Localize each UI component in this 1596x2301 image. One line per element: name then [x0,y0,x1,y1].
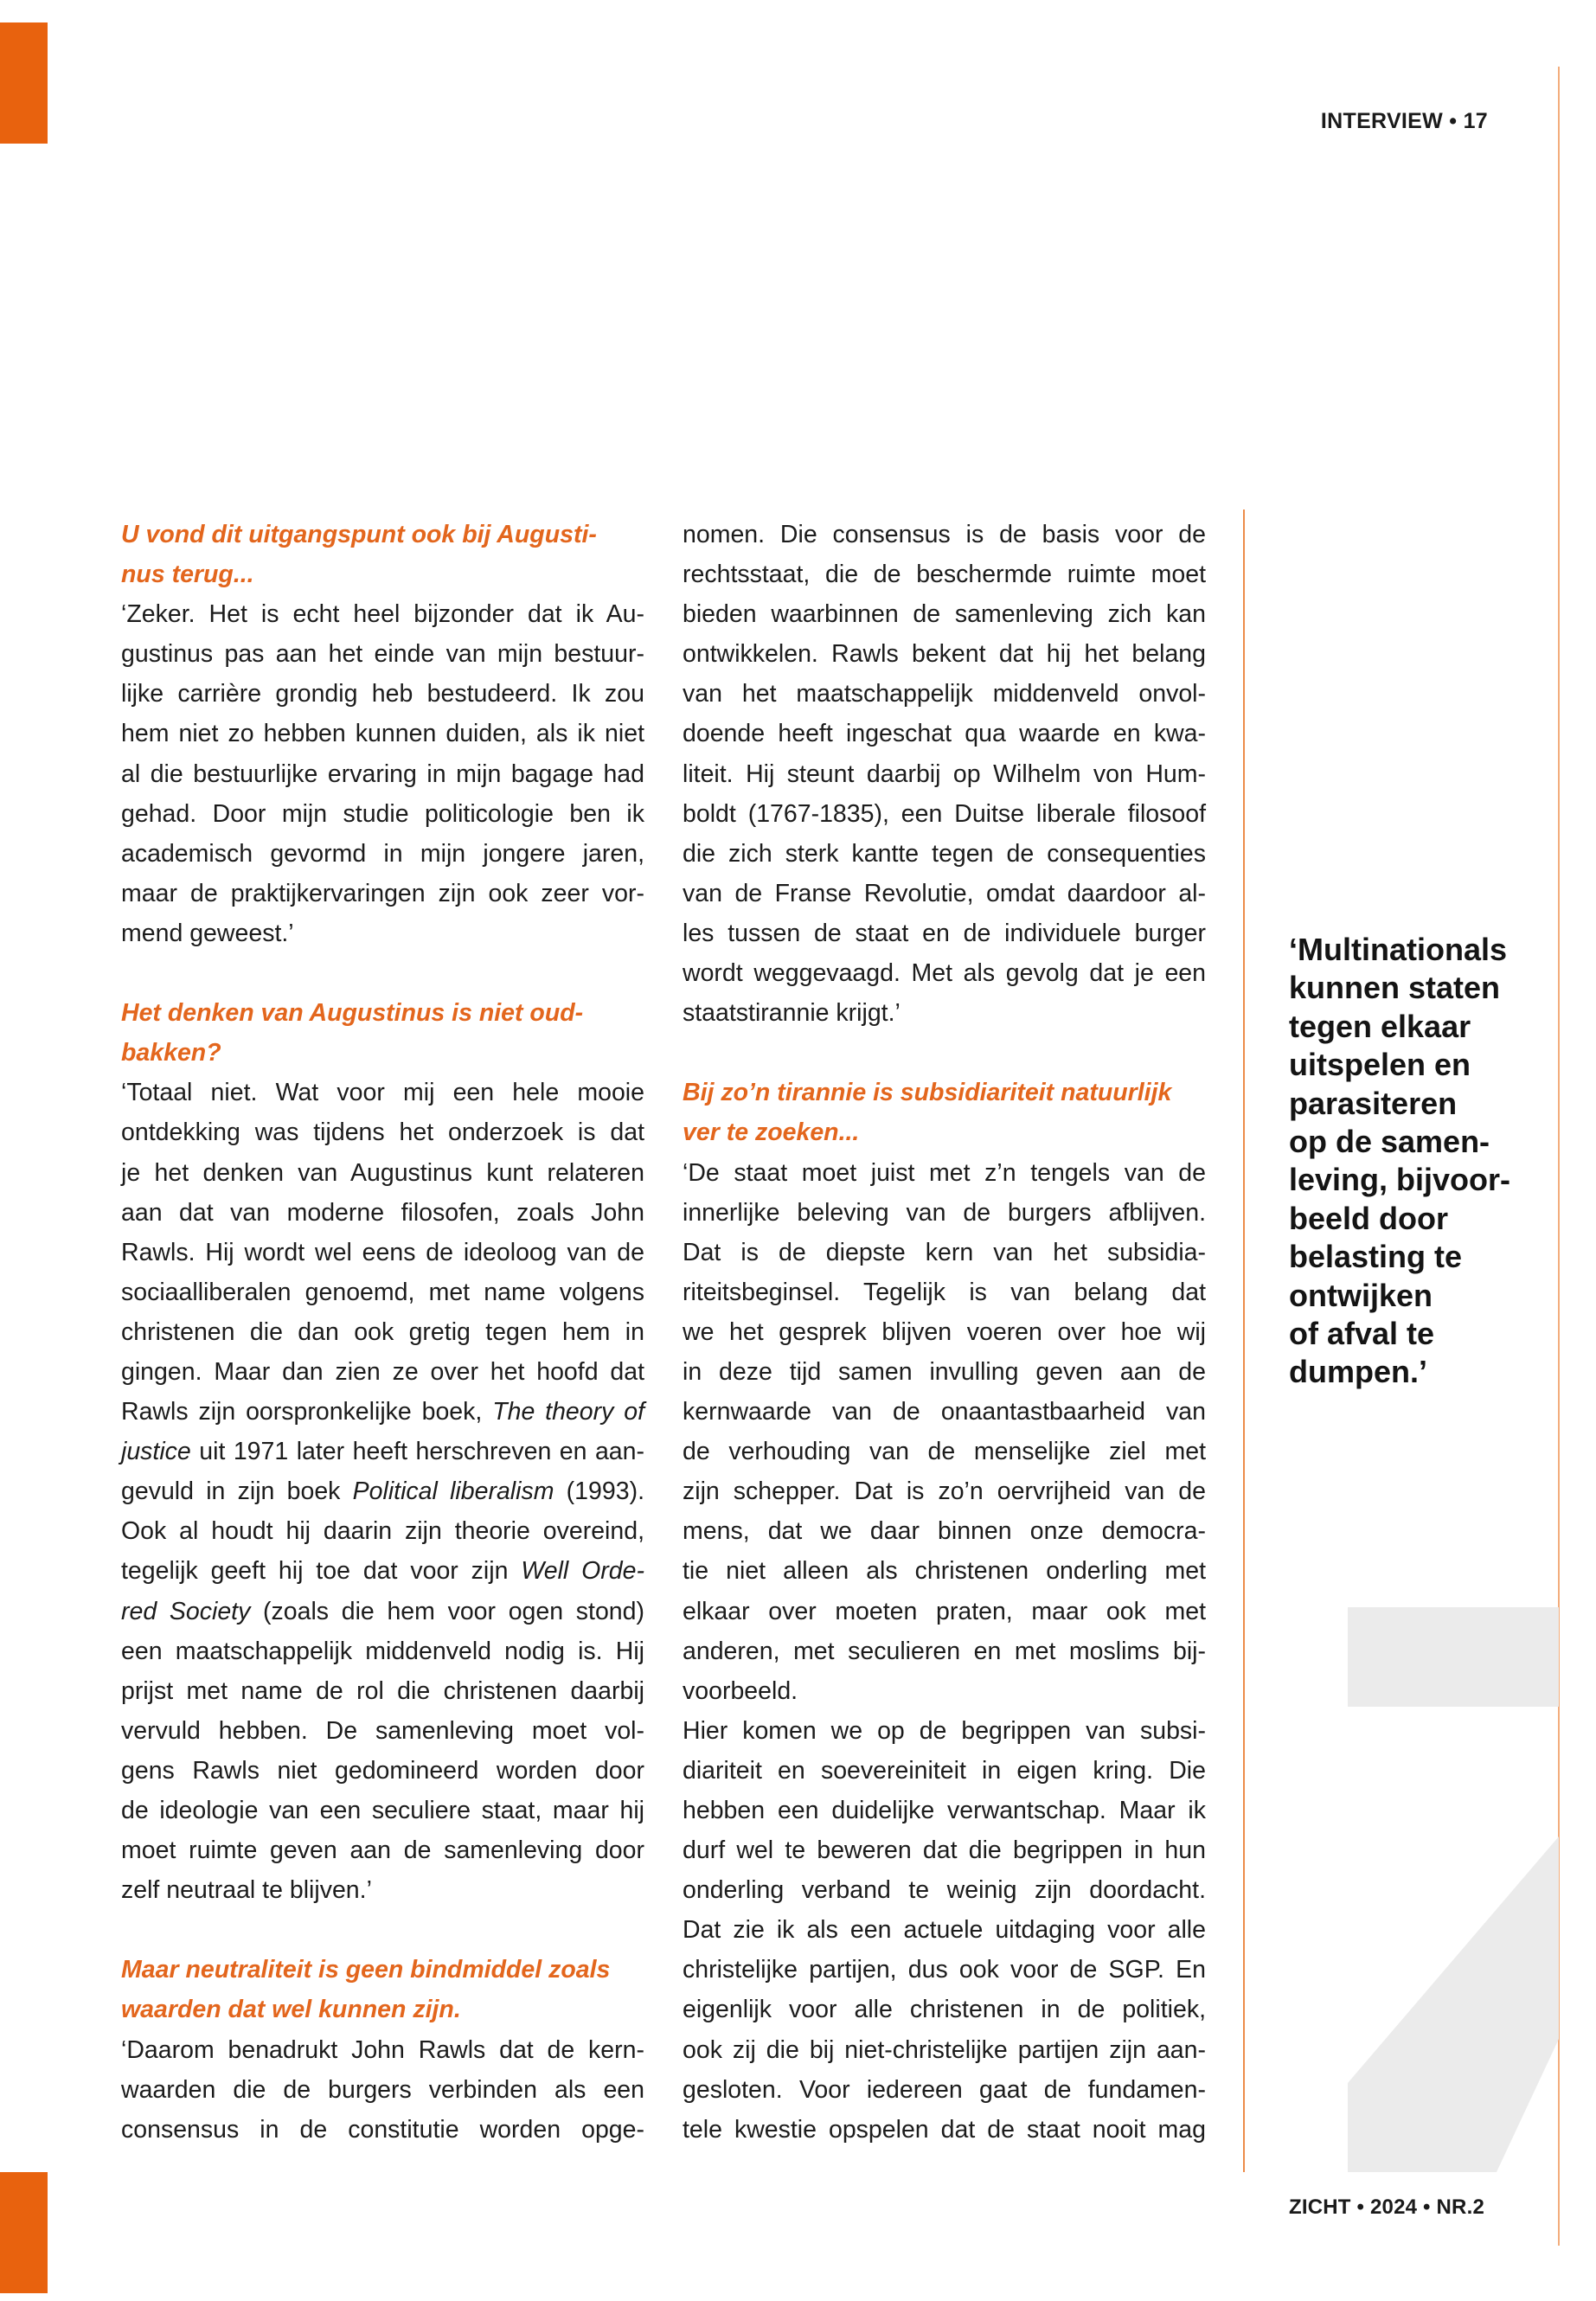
text-line: de verhouding van de menselijke ziel met [683,1438,1206,1466]
text-line: gesloten. Voor iedereen gaat de fundamen- [683,2075,1206,2104]
question-heading [683,1073,1206,1152]
z-diagonal-stroke [1348,1836,1559,2172]
text-line: sociaalliberalen genoemd, met name volgens [121,1278,644,1306]
question-line: bakken? [121,1039,221,1067]
paragraph-spacer [121,953,644,993]
text-line [121,1592,644,1631]
text-line: christenen die dan ook gretig tegen hem in [121,1317,644,1346]
text-line [121,1551,644,1591]
answer-paragraph [683,515,1206,1033]
pull-quote-line: tegen elkaar [1289,1008,1471,1044]
text-line: ‘De staat moet juist met z’n tengels van de [683,1158,1206,1187]
pull-quote-line: uitspelen en [1289,1047,1471,1083]
text-line: nomen. Die consensus is de basis voor de [683,521,1206,548]
text-line: ook zij die bij niet-christelijke partijen zijn aan- [683,2035,1206,2064]
text-line: aan dat van moderne filosofen, zoals John [121,1198,644,1227]
book-title-italic: justice [121,1438,191,1466]
text-line: ontdekking was tijdens het onderzoek is dat [121,1118,644,1147]
decorative-z-shape [1348,1607,1559,2172]
text-line: tele kwestie opspelen dat de staat nooit mag [683,2115,1206,2144]
paragraph-spacer [121,1910,644,1950]
text-line: al die bestuurlijke ervaring in mijn bagage had [121,760,644,788]
text-line: rechtsstaat, die de beschermde ruimte moet [683,561,1206,589]
text-line: Dat zie ik als een actuele uitdaging voor alle [683,1916,1206,1945]
book-title-italic: Well Orde- [521,1557,644,1586]
book-title-italic: The theory of [492,1398,644,1426]
answer-paragraph [121,594,644,953]
paragraph-spacer [683,1033,1206,1073]
pull-quote-line: belasting te [1289,1239,1463,1275]
text-line: we het gesprek blijven voeren over hoe wij [683,1317,1206,1346]
text-line: liteit. Hij steunt daarbij op Wilhelm von Hum- [683,760,1206,788]
text-line: kernwaarde van de onaantastbaarheid van [683,1398,1206,1426]
text-line [121,1392,644,1432]
pull-quote-line: ‘Multinationals [1289,932,1507,967]
text-line: Rawls. Hij wordt wel eens de ideoloog van de [121,1238,644,1266]
text-line: durf wel te beweren dat die begrippen in hun [683,1836,1206,1865]
question-line: Bij zo’n tirannie is subsidiariteit natuurlijk [683,1079,1172,1107]
text-segment: Rawls zijn oorspronkelijke boek, [121,1398,493,1426]
book-title-italic: Political liberalism [352,1477,554,1506]
text-line: riteitsbeginsel. Tegelijk is van belang dat [683,1278,1206,1306]
text-line: wordt weggevaagd. Met als gevolg dat je een [683,959,1206,988]
text-line: zelf neutraal te blijven.’ [121,1876,372,1905]
book-title-italic: red Society [121,1597,251,1625]
text-line: doende heeft ingeschat qua waarde en kwa- [683,720,1206,748]
answer-paragraph [121,2030,644,2150]
text-line: Ook al houdt hij daarin zijn theorie overeind, [121,1517,644,1546]
question-line: Maar neutraliteit is geen bindmiddel zoals [121,1956,611,1984]
running-footer: ZICHT • 2024 • NR.2 [1289,2195,1484,2219]
text-line: Hier komen we op de begrippen van subsi- [683,1716,1206,1745]
text-line: mend geweest.’ [121,919,294,947]
text-line: je het denken van Augustinus kunt relateren [121,1158,644,1187]
article-column-left [121,515,644,2150]
question-line: ver te zoeken... [683,1118,860,1147]
text-line: staatstirannie krijgt.’ [683,999,901,1028]
pull-quote-line: op de samen- [1289,1123,1490,1159]
text-line: ‘Daarom benadrukt John Rawls dat de kern- [121,2035,644,2064]
text-line: diariteit en soevereiniteit in eigen kring. Die [683,1756,1206,1785]
pull-quote-line: of afval te [1289,1315,1435,1351]
text-line: onderling verband te weinig zijn doordacht. [683,1876,1206,1905]
pull-quote [1289,931,1548,1392]
answer-paragraph [683,1153,1206,1711]
text-line: gens Rawls niet gedomineerd worden door [121,1756,644,1785]
text-line: ‘Totaal niet. Wat voor mij een hele mooie [121,1079,644,1107]
body-paragraph [683,1711,1206,2150]
accent-bar-bottom [0,2172,48,2293]
pull-quote-line: leving, bijvoor- [1289,1162,1511,1198]
z-top-bar [1348,1607,1559,1707]
text-line: mens, dat we daar binnen onze democra- [683,1517,1206,1546]
text-line: ‘Zeker. Het is echt heel bijzonder dat ik Au- [121,600,644,629]
answer-paragraph [121,1073,644,1910]
accent-bar-top [0,22,48,144]
text-line: die zich sterk kantte tegen de consequenties [683,839,1206,868]
text-line: bieden waarbinnen de samenleving zich kan [683,600,1206,629]
text-line: voorbeeld. [683,1676,798,1705]
pull-quote-line: parasiteren [1289,1085,1458,1121]
text-line: christelijke partijen, dus ook voor de SGP. En [683,1956,1206,1984]
running-header: INTERVIEW • 17 [1320,109,1488,133]
text-line: zijn schepper. Dat is zo’n oervrijheid van de [683,1477,1206,1506]
text-line: de ideologie van een seculiere staat, maar hij [121,1797,644,1824]
text-line: van de Franse Revolutie, omdat daardoor al- [683,879,1206,907]
question-line: waarden dat wel kunnen zijn. [121,1996,461,2024]
text-line: eigenlijk voor alle christenen in de politiek, [683,1996,1206,2024]
question-line: U vond dit uitgangspunt ook bij Augusti- [121,521,597,548]
text-line: hem niet zo hebben kunnen duiden, als ik niet [121,720,644,748]
pull-quote-line: dumpen.’ [1289,1354,1427,1390]
text-line: consensus in de constitutie worden opge- [121,2115,644,2144]
text-line: gustinus pas aan het einde van mijn bestuur- [121,640,644,669]
pull-quote-line: ontwijken [1289,1277,1433,1313]
text-line: academisch gevormd in mijn jongere jaren, [121,839,644,868]
text-line: hebben een duidelijke verwantschap. Maar ik [683,1797,1206,1824]
question-heading [121,1950,644,2029]
text-segment: gevuld in zijn boek [121,1477,353,1506]
text-line: gingen. Maar dan zien ze over het hoofd dat [121,1357,644,1386]
text-line: een maatschappelijk middenveld nodig is. Hij [121,1637,644,1665]
text-line: lijke carrière grondig heb bestudeerd. Ik zou [121,680,644,708]
text-line [121,1432,644,1471]
text-segment: (zoals die hem voor ogen stond) [250,1597,644,1625]
pull-quote-line: kunnen staten [1289,970,1501,1006]
article-column-right [683,515,1206,2150]
column-divider-rule [1243,510,1245,2172]
text-line: maar de praktijkervaringen zijn ook zeer vor- [121,879,644,907]
question-line: Het denken van Augustinus is niet oud- [121,999,584,1028]
text-line: tie niet alleen als christenen onderling met [683,1557,1206,1586]
text-line: prijst met name de rol die christenen daarbij [121,1676,644,1705]
text-line: in deze tijd samen invulling geven aan de [683,1357,1206,1386]
text-segment: (1993). [554,1477,644,1506]
text-line: moet ruimte geven aan de samenleving door [121,1836,644,1865]
question-line: nus terug... [121,561,254,589]
text-segment: tegelijk geeft hij toe dat voor zijn [121,1557,522,1586]
text-line: van het maatschappelijk middenveld onvol- [683,680,1206,708]
text-line: ontwikkelen. Rawls bekent dat hij het belang [683,640,1206,669]
text-line: innerlijke beleving van de burgers afblijven. [683,1198,1206,1227]
text-segment: uit 1971 later heeft herschreven en aan- [190,1438,644,1466]
text-line: vervuld hebben. De samenleving moet vol- [121,1716,644,1745]
text-line: boldt (1767-1835), een Duitse liberale filosoof [683,799,1206,828]
pull-quote-line: beeld door [1289,1200,1449,1236]
text-line: Dat is de diepste kern van het subsidia- [683,1238,1206,1266]
text-line: elkaar over moeten praten, maar ook met [683,1597,1206,1625]
text-line: les tussen de staat en de individuele burger [683,919,1206,947]
question-heading [121,515,644,594]
text-line: gehad. Door mijn studie politicologie ben ik [121,799,644,828]
text-line: anderen, met seculieren en met moslims bij- [683,1637,1206,1665]
question-heading [121,993,644,1073]
text-line [121,1471,644,1511]
text-line: waarden die de burgers verbinden als een [121,2075,644,2104]
